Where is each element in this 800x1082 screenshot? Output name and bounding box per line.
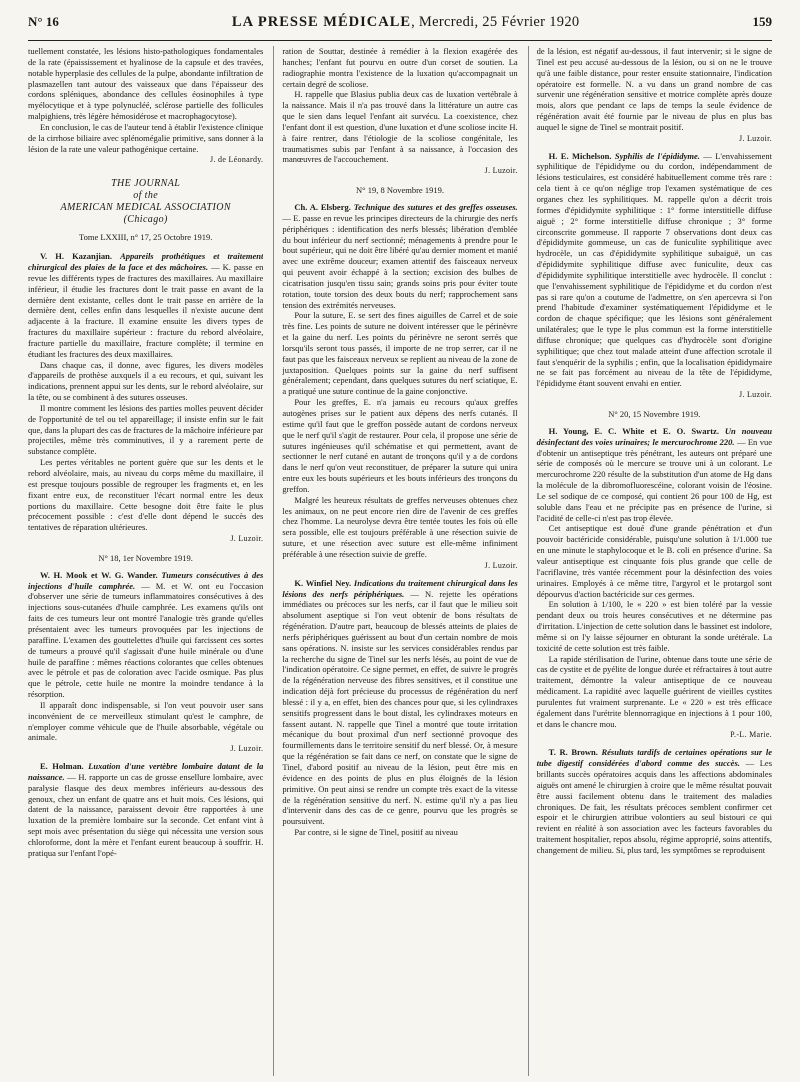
paragraph: Les pertes véritables ne portent guère que sur les dents et le rebord alvéolaire, mais, au niveau du corps même du maxillaire, il est presque toujours possible de regrouper les fragments et, en les fixant entre eux, de reconstituer l'écart normal entre les deux portions du maxillaire. Cette besogne doit être faite le plus précocement possible : c'est d'elle dont dépend le succès des tentatives de réparation ultérieures. [28,457,264,533]
article-title: Indications du traitement chirurgical dans les lésions des nerfs périphériques. [282,577,518,599]
article-paragraph [28,251,263,359]
article-title: Luxation d'une vertèbre lombaire datant de la naissance. [28,761,264,782]
article-title: Appareils prothétiques et traitement chirurgical des plaies de la face et des mâchoires. [28,251,264,272]
paragraph: Pour la suture, E. se sert des fines aiguilles de Carrel et de soie très fine. Les points de suture ne doivent intéresser que le périnèvre et la gaine du nerf. Les points du périnèvre ne seront serrés que lorsqu'ils seront tous passés, il importe de ne trop serrer, car il ne faut pas que les faisceaux nerveux se replient au niveau de la zone de juxtaposition. Quelques points sur la gaine du nerf suffisent généralement; cependant, dans quelques sutures du nerf sciatique, E. a pratiqué une suture continue de la gaine conjonctive. [282,310,518,397]
paragraph: Malgré les heureux résultats de greffes nerveuses obtenues chez les animaux, on ne peut encore rien dire de l'avenir de ces greffes chez l'homme. La neurolyse devra être tentée toutes les fois où elle sera possible, elle est toujours préférable à une résection suivie de suture, et une résection avec suture est elle-même infiniment préférable à une résection suivie de greffe. [282,494,518,559]
article-title: Tumeurs consécutives à des injections d'huile camphrée. [28,569,264,591]
column-3 [528,46,772,1076]
article-paragraph [537,151,772,390]
column-1 [28,46,263,1076]
paragraph: En solution à 1/100, le « 220 » est bien toléré par la vessie pendant deux ou trois heures consécutives et ne détermine pas d'irritation. L'injection de cette solution dans le bassinet est indolore, même si on l'y laisse séjourner en obturant la sonde urétérale. La toxicité de cette solution est très faible. [536,599,772,653]
article-text: — En vue d'obtenir un antiseptique très pénétrant, les auteurs ont préparé une série de composés où le mercure se trouve uni à un colorant. Le mercurochrome 220 résulte de la substitution d'un atome de Hg dans la molécule de la dibromofluorescéine, colorant voisin de l'éosine. Le sel sodique de ce composé, qui contient 26 pour 100 de Hg, est soluble dans l'eau et ne précipite pas en présence de l'urine, si l'acidité de celle-ci n'est pas trop élevée. [536,436,772,523]
article-author: E. Holman. [40,761,84,772]
article-paragraph [282,202,517,310]
article-text: — M. et W. ont eu l'occasion d'observer une série de tumeurs inflammatoires consécutives à des injections sous-cutanées d'huile camphrée. Les examens qu'ils ont faits de ces tumeurs leur ont montré l'analogie très grande qu'elles présentaient avec les tumeurs provoquées par les injections de paraffine. L'examen des gouttelettes d'huile qui farcissent ces sortes de tumeurs a prouvé qu'il s'agissait d'une huile minérale ou d'une huile de paraffine : mêmes réactions colorantes que celles obtenues avec le pétrole et pas de coloration avec l'acide osmique. Pas plus que le pétrole, cette huile ne montre la moindre tendance à la résorption. [28,580,264,700]
journal-name-line: AMERICAN MEDICAL ASSOCIATION [60,202,231,214]
author-signature: J. Luzoir. [484,560,518,570]
paragraph: Dans chaque cas, il donne, avec figures, les divers modèles d'appareils de prothèse auxquels il a eu recours, et qui, suivant les indications, prennent appui sur les dents, sur le rebord alvéolaire, sur la tête, ou se combinent à des sutures osseuses. [28,359,264,403]
journal-name-line: (Chicago) [123,214,168,226]
journal-section-heading [28,178,263,226]
article-author: H. E. Michelson. [548,150,612,161]
article-title: Résultats tardifs de certaines opérations sur le tube digestif considérées d'abord comme des succès. [536,747,772,769]
article-paragraph [537,426,772,524]
article-paragraph [537,747,772,855]
article-author: T. R. Brown. [548,747,598,758]
article-author: W. H. Mook et W. G. Wander. [40,569,158,580]
article-author: H. Young, E. C. White et E. O. Swartz. [548,425,719,436]
text-columns [28,46,772,1076]
issue-date: , Mercredi, 25 Février 1920 [411,14,580,30]
issue-number: N° 16 [28,14,59,29]
column-2 [273,46,517,1076]
running-head [232,14,580,31]
author-signature: J. Luzoir. [738,390,772,400]
author-signature: P.-L. Marie. [730,730,772,740]
paragraph: ration de Souttar, destinée à remédier à la flexion exagérée des hanches; l'enfant fut pourvu en outre d'un corset de soutien. La radiographie montra l'existence de la luxation qu'accompagnait un certain degré de scoliose. [282,46,518,89]
article-text: — E. passe en revue les principes directeurs de la chirurgie des nerfs périphériques : identification des nerfs blessés; libération d'emblée du bout inférieur du nerf sectionné; ménagements à prendre pour le bout supérieur, qui ne doit être libéré qu'au dernier moment et manié avec une extrême douceur; examen attentif des faisceaux nerveux qui peuvent avoir échappé à la section; excision des bulbes de cicatrisation jusqu'en tissu sain; grands soins pris pour éviter toute rotation, toute torsion des deux bouts du nerf; rapprochement sans tension des extrémités nerveuses. [282,212,518,310]
issue-heading: N° 19, 8 Novembre 1919. [356,185,444,196]
page-number: 159 [752,14,772,29]
journal-title: LA PRESSE MÉDICALE [231,14,412,30]
article-title: Un nouveau désinfectant des voies urinaires; le mercurochrome 220. [536,425,772,447]
paragraph: tuellement constatée, les lésions histo-pathologiques fondamentales de la rate (épaississement et hyalinose de la capsule et des travées, notable hyperplasie des cellules de la pulpe, abondante infiltration de plasmazellen tant autour des vaisseaux que dans l'épaisseur des cordons spléniques, abondance des cellules éosinophiles à type myélocytique et à type polynucléé, sclérose partielle des follicules malpighiens, très légère hémosidérose et macrophagocytose). [28,46,264,122]
journal-name-line: THE JOURNAL [111,178,181,190]
paragraph: Il apparaît donc indispensable, si l'on veut pouvoir user sans inconvénient de ce merveilleux stimulant qu'est le camphre, de n'employer comme véhicule que de l'huile absorbable, végétale ou animale. [28,699,264,743]
paragraph: Par contre, si le signe de Tinel, positif au niveau [294,827,458,838]
issue-heading: N° 20, 15 Novembre 1919. [608,409,701,419]
article-text: — L'envahissement syphilitique de l'épididyme ou du cordon, indépendamment de lésions testiculaires, est considéré habituellement comme très rare : cela tient à ce qu'on néglige trop l'examen systématique de ces organes chez les syphilitiques. M. rappelle qu'on a décrit trois formes d'épididymite syphilitique : 1° forme interstitielle diffuse aiguë ; 2° forme interstitielle diffuse chronique ; 3° forme circonscrite gommeuse. Il rapporte 7 observations dont deux cas d'épididymite gommeuse, un cas de funiculite syphilitique avec hydrocèle, un cas d'épididymite syphilitique subaiguë, un cas d'épididymite syphilitique diffuse avec funiculite, deux cas d'épididymite syphilitique interstitielle avec hydrocèle. Il conclut : que l'envahissement syphilitique de l'épididyme et du cordon n'est pas si rare qu'on a coutume de l'admettre, on s'en apercevra si l'on prend l'habitude d'examiner systématiquement l'épididyme et le cordon de chaque spécifique; que les lésions sont généralement unilatérales; que le type le plus commun est la forme interstitielle diffuse chronique; que quelques cas d'hydrocèle sont d'origine syphilitique; que chez tout malade atteint d'une affection scrotale il faut s'enquérir de la syphilis ; enfin, que la localisation épididymaire ne se fait pas forcément au niveau de la tête de l'épididyme, l'épididyme étant souvent envahi en entier. [536,150,772,389]
author-signature: J. de Léonardy. [210,155,264,165]
article-author: V. H. Kazanjian. [40,251,112,262]
author-signature: J. Luzoir. [738,133,772,143]
issue-heading: N° 18, 1er Novembre 1919. [98,552,193,563]
paragraph: Il montre comment les lésions des parties molles peuvent décider de l'opportunité de tel ou tel appareillage; il insiste enfin sur le fait que, dans la plupart des cas de fractures de la mâchoire inférieure par projectiles, même très comminutives, il y a rarement perte de substance complète. [28,402,264,457]
article-paragraph [28,761,263,859]
article-paragraph [282,578,517,827]
paragraph: Cet antiseptique est doué d'une grande pénétration et d'un pouvoir bactéricide considérable, puisqu'une solution à 1/1.000 tue en une minute le staphylocoque et le B. coli en présence d'urine. Sa valeur antiseptique est cinquante fois plus grande que celle de l'acriflavine, très vantée récemment pour la désinfection des voies urinaires. Employés à ce même titre, l'argyrol et le protargol sont dépourvus d'action bactéricide sur ces germes. [536,523,772,599]
article-paragraph [28,570,263,700]
article-text: — Les brillants succès opératoires acquis dans les affections abdominales aiguës ont amené le chirurgien à croire que le même résultat pouvait être aussi facilement obtenu dans le traitement des maladies chroniques. De fait, les résultats précoces semblent confirmer cet espoir et le chirurgien attribue volontiers au seul bistouri ce qui revient en réalité à son association avec les facteurs favorables du traitement hospitalier, repos absolu, régime approprié, soins attentifs, changement de milieu. Si, plus tard, les symptômes se reproduisent [536,758,772,855]
paragraph: La rapide stérilisation de l'urine, obtenue dans toute une série de cas de cystite et de pyélite de longue durée et réfractaires à tout autre traitement, démontre la valeur antiseptique de ce nouveau médicament. La rapidité avec laquelle guérirent de vieilles cystites purulentes fut vraiment surprenante. Le « 220 » est très efficace également dans l'urétrite blennorragique en injections à 1 pour 100, et dans le chancre mou. [536,653,772,729]
paragraph: H. rappelle que Blasius publia deux cas de luxation vertébrale à la naissance. Mais il n'a pas trouvé dans la littérature un autre cas que le sien dans lequel l'enfant ait survécu. La coexistence, chez l'enfant dont il est question, d'une luxation et d'une scoliose incite H. à faire rentrer, dans l'étiologie de la scoliose congénitale, les traumatismes subis par l'enfant à sa naissance, à l'occasion des manœuvres de l'accouchement. [282,89,518,165]
author-signature: J. Luzoir. [484,166,518,176]
page-header [28,14,772,41]
article-title: Syphilis de l'épididyme. [614,150,700,161]
author-signature: J. Luzoir. [230,534,264,544]
author-signature: J. Luzoir. [230,744,264,754]
journal-name-line: of the [133,190,159,202]
article-author: K. Winfiel Ney. [294,577,352,588]
paragraph: de la lésion, est négatif au-dessous, il faut intervenir; si le signe de Tinel est peu accusé au-dessous de la lésion, ou si on ne le trouve qu'à une faible distance, pour rester ensuite stationnaire, l'indication opératoire est formelle. N. a vu dans un grand nombre de cas survenir une régénération sensitive et motrice complète après douze mois, alors que pendant ce laps de temps la seule évidence de régénération avait été fournie par le niveau de plus en plus bas auquel le signe de Tinel se montrait positif. [536,46,772,132]
article-author: Ch. A. Elsberg. [294,201,351,212]
paragraph: En conclusion, le cas de l'auteur tend à établir l'existence clinique de la cirrhose biliaire avec splénomégalie primitive, sans donner à la lésion de la rate une valeur pathogénique certaine. [28,121,264,154]
article-text: — H. rapporte un cas de grosse ensellure lombaire, avec paralysie flasque des deux membres inférieurs au-dessous des genoux, chez un enfant de quatre ans et huit mois. Ces lésions, qui datent de la naissance, paraissent devoir être rapportées à une luxation de la première lombaire sur la seconde. Cet enfant vint à sept mois avec présentation du siège qui nécessita une version sous chloroforme, dont la mère et l'enfant eurent beaucoup à souffrir. H. pratiqua sur l'enfant l'opé- [28,771,264,858]
paragraph: Pour les greffes, E. n'a jamais eu recours qu'aux greffes autogènes prises sur le patient aux dépens des nerfs cutanés. Il estime qu'il faut que le greffon possède autant de cordons nerveux que le nerf qu'il s'agit de restaurer. Pour cela, il propose une série de sutures ingénieuses qu'il schématise et qui permettent, avant de sectionner le nerf cutané en autant de tronçons qu'il y a de cordons dans le nerf qu'on veut reconstituer, de préparer la suture qui unira entre eux les bouts supérieurs et les bouts inférieurs des tronçons du greffon. [282,397,518,494]
article-text: — K. passe en revue les différents types de fractures des maxillaires. Au maxillaire inférieur, il étudie les fractures dont le trait passe en avant de la dernière dent existante, celles dont le trait passe en arrière de la dernière dent, celles enfin dans lesquelles il n'existe aucune dent adjacente à la fracture. Il examine ensuite les divers types de fractures du maxillaire supérieur : fracture du rebord alvéolaire, fracture partielle du maxillaire, fracture complète; il termine en étudiant les fractures des deux maxillaires. [28,261,264,359]
article-text: — N. rejette les opérations immédiates ou précoces sur les nerfs, car il faut que le milieu soit absolument aseptique si l'on veut obtenir de bons résultats de régénération. D'autre part, beaucoup de blessés atteints de plaies de nerfs périphériques guérissent au bout d'un certain nombre de mois sans opérations. N. insiste sur les services considérables rendus par la recherche du signe de Tinel sur les nerfs lésés, au point de vue de l'indication opératoire. Ce signe permet, en effet, de suivre le progrès de la régénération nerveuse des fibres sensitives, et il constitue une indication déjà fort précieuse du processus de régénération du nerf blessé : il y a, en effet, bien des chances pour que, si les cylindraxes sensitifs progressent dans le bout distal, les cylindraxes moteurs en fassent autant. N. rappelle que Tinel a montré que toute irritation mécanique du bout proximal d'un nerf sectionné provoque des fourmillements dans le territoire sensitif du nerf blessé. Or, à mesure que la régénération se fait dans ce nerf, on constate que le signe de Tinel, d'abord positif au niveau de la lésion, peut être mis en évidence en des points de plus en plus éloignés de la lésion primitive. On peut ainsi se rendre un compte très exact de la vitesse de la régénération sensitive du nerf. N. estime qu'il n'y a pas lieu d'intervenir dans des cas de ce genre, pourvu que les progrès se poursuivent. [282,588,518,827]
issue-heading: Tome LXXIII, n° 17, 25 Octobre 1919. [78,232,213,243]
article-title: Technique des sutures et des greffes osseuses. [353,201,518,212]
